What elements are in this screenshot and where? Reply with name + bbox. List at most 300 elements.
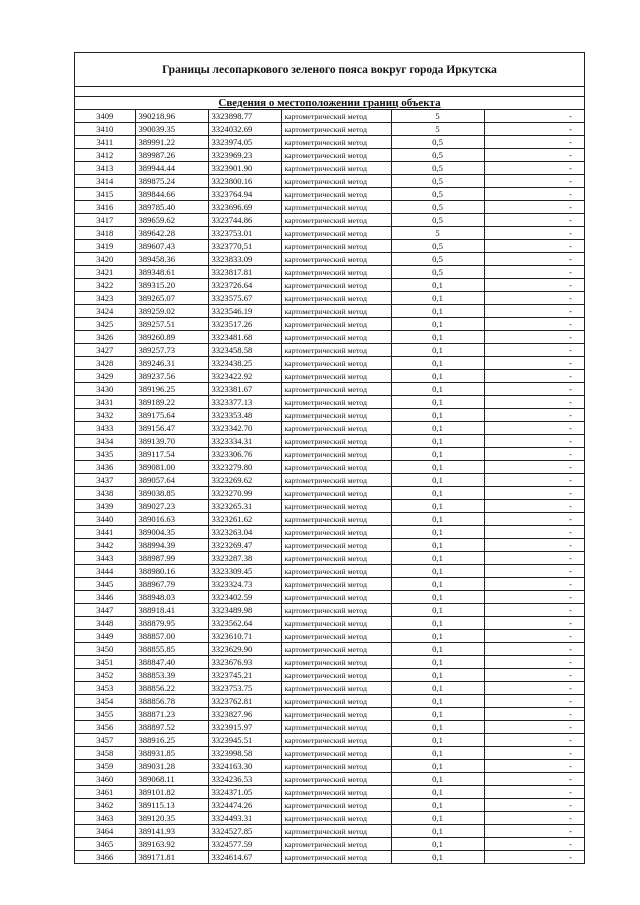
description-cell: - [484, 643, 584, 656]
point-number-cell: 3420 [75, 253, 135, 266]
y-coordinate-cell: 3324527.85 [208, 825, 281, 838]
method-cell: картометрический метод [281, 526, 391, 539]
accuracy-cell: 0,1 [391, 396, 484, 409]
method-cell: картометрический метод [281, 708, 391, 721]
accuracy-cell: 0,1 [391, 591, 484, 604]
x-coordinate-cell: 388855.85 [135, 643, 208, 656]
method-cell: картометрический метод [281, 175, 391, 188]
description-cell: - [484, 201, 584, 214]
table-row [75, 760, 584, 773]
table-row [75, 773, 584, 786]
accuracy-cell: 0,1 [391, 383, 484, 396]
table-row [75, 539, 584, 552]
x-coordinate-cell: 388871.23 [135, 708, 208, 721]
accuracy-cell: 0,1 [391, 773, 484, 786]
table-row [75, 357, 584, 370]
x-coordinate-cell: 389257.73 [135, 344, 208, 357]
point-number-cell: 3434 [75, 435, 135, 448]
table-row [75, 851, 584, 864]
method-cell: картометрический метод [281, 669, 391, 682]
x-coordinate-cell: 390218.96 [135, 110, 208, 123]
table-row [75, 305, 584, 318]
table-row [75, 747, 584, 760]
accuracy-cell: 0,1 [391, 851, 484, 864]
table-row [75, 721, 584, 734]
point-number-cell: 3457 [75, 734, 135, 747]
method-cell: картометрический метод [281, 214, 391, 227]
description-cell: - [484, 292, 584, 305]
x-coordinate-cell: 389016.63 [135, 513, 208, 526]
point-number-cell: 3437 [75, 474, 135, 487]
y-coordinate-cell: 3324163.30 [208, 760, 281, 773]
description-cell: - [484, 838, 584, 851]
method-cell: картометрический метод [281, 591, 391, 604]
x-coordinate-cell: 389875.24 [135, 175, 208, 188]
point-number-cell: 3435 [75, 448, 135, 461]
description-cell: - [484, 578, 584, 591]
y-coordinate-cell: 3323269.62 [208, 474, 281, 487]
description-cell: - [484, 253, 584, 266]
description-cell: - [484, 240, 584, 253]
x-coordinate-cell: 388897.52 [135, 721, 208, 734]
accuracy-cell: 0,1 [391, 292, 484, 305]
x-coordinate-cell: 389004.35 [135, 526, 208, 539]
accuracy-cell: 0,1 [391, 643, 484, 656]
accuracy-cell: 0,1 [391, 279, 484, 292]
method-cell: картометрический метод [281, 825, 391, 838]
x-coordinate-cell: 389246.31 [135, 357, 208, 370]
method-cell: картометрический метод [281, 305, 391, 318]
x-coordinate-cell: 388948.03 [135, 591, 208, 604]
method-cell: картометрический метод [281, 474, 391, 487]
y-coordinate-cell: 3323696.69 [208, 201, 281, 214]
y-coordinate-cell: 3323546.19 [208, 305, 281, 318]
method-cell: картометрический метод [281, 136, 391, 149]
accuracy-cell: 0,5 [391, 188, 484, 201]
description-cell: - [484, 175, 584, 188]
y-coordinate-cell: 3323422.92 [208, 370, 281, 383]
point-number-cell: 3426 [75, 331, 135, 344]
method-cell: картометрический метод [281, 604, 391, 617]
y-coordinate-cell: 3324493.31 [208, 812, 281, 825]
table-row [75, 214, 584, 227]
method-cell: картометрический метод [281, 786, 391, 799]
description-cell: - [484, 604, 584, 617]
y-coordinate-cell: 3323610.71 [208, 630, 281, 643]
accuracy-cell: 0,1 [391, 435, 484, 448]
accuracy-cell: 5 [391, 123, 484, 136]
accuracy-cell: 0,1 [391, 578, 484, 591]
point-number-cell: 3450 [75, 643, 135, 656]
method-cell: картометрический метод [281, 539, 391, 552]
y-coordinate-cell: 3323676.93 [208, 656, 281, 669]
y-coordinate-cell: 3323261.62 [208, 513, 281, 526]
description-cell: - [484, 630, 584, 643]
description-cell: - [484, 227, 584, 240]
description-cell: - [484, 669, 584, 682]
table-row [75, 838, 584, 851]
method-cell: картометрический метод [281, 643, 391, 656]
table-row [75, 435, 584, 448]
description-cell: - [484, 812, 584, 825]
table-row [75, 825, 584, 838]
x-coordinate-cell: 389068.11 [135, 773, 208, 786]
table-row [75, 643, 584, 656]
y-coordinate-cell: 3323481.68 [208, 331, 281, 344]
description-cell: - [484, 370, 584, 383]
y-coordinate-cell: 3323438.25 [208, 357, 281, 370]
x-coordinate-cell: 388916.25 [135, 734, 208, 747]
method-cell: картометрический метод [281, 721, 391, 734]
method-cell: картометрический метод [281, 487, 391, 500]
table-row [75, 656, 584, 669]
x-coordinate-cell: 389156.47 [135, 422, 208, 435]
method-cell: картометрический метод [281, 513, 391, 526]
table-row [75, 513, 584, 526]
y-coordinate-cell: 3323945.51 [208, 734, 281, 747]
table-row [75, 552, 584, 565]
y-coordinate-cell: 3323377.13 [208, 396, 281, 409]
method-cell: картометрический метод [281, 110, 391, 123]
description-cell: - [484, 331, 584, 344]
method-cell: картометрический метод [281, 370, 391, 383]
point-number-cell: 3461 [75, 786, 135, 799]
point-number-cell: 3429 [75, 370, 135, 383]
y-coordinate-cell: 3323263.04 [208, 526, 281, 539]
description-cell: - [484, 435, 584, 448]
point-number-cell: 3433 [75, 422, 135, 435]
table-row [75, 110, 584, 123]
description-cell: - [484, 474, 584, 487]
description-cell: - [484, 851, 584, 864]
point-number-cell: 3431 [75, 396, 135, 409]
point-number-cell: 3458 [75, 747, 135, 760]
table-row [75, 526, 584, 539]
table-row [75, 279, 584, 292]
y-coordinate-cell: 3323753.01 [208, 227, 281, 240]
point-number-cell: 3440 [75, 513, 135, 526]
y-coordinate-cell: 3323575.67 [208, 292, 281, 305]
table-row [75, 734, 584, 747]
point-number-cell: 3417 [75, 214, 135, 227]
y-coordinate-cell: 3323324.73 [208, 578, 281, 591]
point-number-cell: 3466 [75, 851, 135, 864]
accuracy-cell: 0,1 [391, 669, 484, 682]
table-row [75, 422, 584, 435]
point-number-cell: 3460 [75, 773, 135, 786]
y-coordinate-cell: 3324577.59 [208, 838, 281, 851]
point-number-cell: 3446 [75, 591, 135, 604]
point-number-cell: 3413 [75, 162, 135, 175]
accuracy-cell: 0,1 [391, 526, 484, 539]
method-cell: картометрический метод [281, 799, 391, 812]
method-cell: картометрический метод [281, 695, 391, 708]
method-cell: картометрический метод [281, 188, 391, 201]
table-row [75, 123, 584, 136]
table-row [75, 175, 584, 188]
method-cell: картометрический метод [281, 279, 391, 292]
y-coordinate-cell: 3323915.97 [208, 721, 281, 734]
x-coordinate-cell: 389260.89 [135, 331, 208, 344]
x-coordinate-cell: 389348.61 [135, 266, 208, 279]
description-cell: - [484, 500, 584, 513]
table-row [75, 188, 584, 201]
accuracy-cell: 0,1 [391, 760, 484, 773]
point-number-cell: 3454 [75, 695, 135, 708]
description-cell: - [484, 786, 584, 799]
table-row [75, 604, 584, 617]
table-row [75, 396, 584, 409]
table-row [75, 292, 584, 305]
description-cell: - [484, 734, 584, 747]
table-row [75, 266, 584, 279]
x-coordinate-cell: 388918.41 [135, 604, 208, 617]
x-coordinate-cell: 388931.85 [135, 747, 208, 760]
accuracy-cell: 0,1 [391, 409, 484, 422]
y-coordinate-cell: 3323800.16 [208, 175, 281, 188]
accuracy-cell: 0,1 [391, 838, 484, 851]
x-coordinate-cell: 389458.36 [135, 253, 208, 266]
y-coordinate-cell: 3323270.99 [208, 487, 281, 500]
method-cell: картометрический метод [281, 578, 391, 591]
accuracy-cell: 0,1 [391, 318, 484, 331]
y-coordinate-cell: 3323381.67 [208, 383, 281, 396]
x-coordinate-cell: 389944.44 [135, 162, 208, 175]
method-cell: картометрический метод [281, 448, 391, 461]
table-row [75, 409, 584, 422]
point-number-cell: 3442 [75, 539, 135, 552]
table-row [75, 318, 584, 331]
x-coordinate-cell: 389120.35 [135, 812, 208, 825]
y-coordinate-cell: 3323998.58 [208, 747, 281, 760]
table-row [75, 630, 584, 643]
description-cell: - [484, 526, 584, 539]
point-number-cell: 3436 [75, 461, 135, 474]
method-cell: картометрический метод [281, 292, 391, 305]
accuracy-cell: 0,1 [391, 552, 484, 565]
accuracy-cell: 0,1 [391, 656, 484, 669]
method-cell: картометрический метод [281, 747, 391, 760]
table-row [75, 201, 584, 214]
table-row [75, 812, 584, 825]
x-coordinate-cell: 389785.40 [135, 201, 208, 214]
y-coordinate-cell: 3323744.86 [208, 214, 281, 227]
description-cell: - [484, 136, 584, 149]
accuracy-cell: 0,5 [391, 175, 484, 188]
y-coordinate-cell: 3323726.64 [208, 279, 281, 292]
accuracy-cell: 0,5 [391, 136, 484, 149]
x-coordinate-cell: 388980.16 [135, 565, 208, 578]
x-coordinate-cell: 389163.92 [135, 838, 208, 851]
method-cell: картометрический метод [281, 838, 391, 851]
y-coordinate-cell: 3323764.94 [208, 188, 281, 201]
x-coordinate-cell: 388853.39 [135, 669, 208, 682]
x-coordinate-cell: 389057.64 [135, 474, 208, 487]
y-coordinate-cell: 3323898.77 [208, 110, 281, 123]
point-number-cell: 3414 [75, 175, 135, 188]
accuracy-cell: 0,5 [391, 214, 484, 227]
accuracy-cell: 0,1 [391, 474, 484, 487]
accuracy-cell: 0,1 [391, 747, 484, 760]
method-cell: картометрический метод [281, 227, 391, 240]
x-coordinate-cell: 389031.28 [135, 760, 208, 773]
method-cell: картометрический метод [281, 318, 391, 331]
point-number-cell: 3455 [75, 708, 135, 721]
y-coordinate-cell: 3323969.23 [208, 149, 281, 162]
x-coordinate-cell: 390039.35 [135, 123, 208, 136]
method-cell: картометрический метод [281, 461, 391, 474]
description-cell: - [484, 318, 584, 331]
table-row [75, 149, 584, 162]
description-cell: - [484, 422, 584, 435]
table-row [75, 344, 584, 357]
table-row [75, 136, 584, 149]
description-cell: - [484, 591, 584, 604]
y-coordinate-cell: 3323309.45 [208, 565, 281, 578]
accuracy-cell: 0,1 [391, 331, 484, 344]
x-coordinate-cell: 389115.13 [135, 799, 208, 812]
spacer-row [75, 87, 584, 97]
y-coordinate-cell: 3323279.80 [208, 461, 281, 474]
document-frame [74, 52, 585, 864]
description-cell: - [484, 396, 584, 409]
method-cell: картометрический метод [281, 422, 391, 435]
table-row [75, 669, 584, 682]
method-cell: картометрический метод [281, 383, 391, 396]
method-cell: картометрический метод [281, 760, 391, 773]
x-coordinate-cell: 389117.54 [135, 448, 208, 461]
description-cell: - [484, 409, 584, 422]
x-coordinate-cell: 388994.39 [135, 539, 208, 552]
method-cell: картометрический метод [281, 240, 391, 253]
y-coordinate-cell: 3323745.21 [208, 669, 281, 682]
y-coordinate-cell: 3323342.70 [208, 422, 281, 435]
y-coordinate-cell: 3324614.67 [208, 851, 281, 864]
accuracy-cell: 0,1 [391, 799, 484, 812]
x-coordinate-cell: 389607.43 [135, 240, 208, 253]
accuracy-cell: 0,1 [391, 825, 484, 838]
point-number-cell: 3456 [75, 721, 135, 734]
point-number-cell: 3444 [75, 565, 135, 578]
x-coordinate-cell: 388856.78 [135, 695, 208, 708]
description-cell: - [484, 123, 584, 136]
table-row [75, 383, 584, 396]
method-cell: картометрический метод [281, 266, 391, 279]
point-number-cell: 3411 [75, 136, 135, 149]
method-cell: картометрический метод [281, 149, 391, 162]
x-coordinate-cell: 388847.40 [135, 656, 208, 669]
accuracy-cell: 0,1 [391, 708, 484, 721]
method-cell: картометрический метод [281, 409, 391, 422]
y-coordinate-cell: 3323265.31 [208, 500, 281, 513]
point-number-cell: 3421 [75, 266, 135, 279]
table-row [75, 461, 584, 474]
x-coordinate-cell: 389987.26 [135, 149, 208, 162]
description-cell: - [484, 552, 584, 565]
point-number-cell: 3443 [75, 552, 135, 565]
point-number-cell: 3427 [75, 344, 135, 357]
x-coordinate-cell: 389265.07 [135, 292, 208, 305]
description-cell: - [484, 383, 584, 396]
description-cell: - [484, 344, 584, 357]
y-coordinate-cell: 3324032.69 [208, 123, 281, 136]
description-cell: - [484, 513, 584, 526]
accuracy-cell: 0,1 [391, 513, 484, 526]
point-number-cell: 3452 [75, 669, 135, 682]
section-subtitle: Сведения о местоположении границ объекта [75, 97, 584, 110]
description-cell: - [484, 487, 584, 500]
method-cell: картометрический метод [281, 617, 391, 630]
point-number-cell: 3409 [75, 110, 135, 123]
method-cell: картометрический метод [281, 253, 391, 266]
y-coordinate-cell: 3323753.75 [208, 682, 281, 695]
accuracy-cell: 0,1 [391, 565, 484, 578]
description-cell: - [484, 357, 584, 370]
description-cell: - [484, 162, 584, 175]
x-coordinate-cell: 388856.22 [135, 682, 208, 695]
point-number-cell: 3439 [75, 500, 135, 513]
method-cell: картометрический метод [281, 500, 391, 513]
description-cell: - [484, 617, 584, 630]
accuracy-cell: 0,1 [391, 461, 484, 474]
table-row [75, 331, 584, 344]
accuracy-cell: 0,1 [391, 630, 484, 643]
x-coordinate-cell: 389101.82 [135, 786, 208, 799]
method-cell: картометрический метод [281, 357, 391, 370]
x-coordinate-cell: 388879.95 [135, 617, 208, 630]
description-cell: - [484, 708, 584, 721]
accuracy-cell: 0,1 [391, 786, 484, 799]
table-row [75, 474, 584, 487]
point-number-cell: 3416 [75, 201, 135, 214]
accuracy-cell: 0,1 [391, 539, 484, 552]
method-cell: картометрический метод [281, 552, 391, 565]
y-coordinate-cell: 3324371.05 [208, 786, 281, 799]
description-cell: - [484, 266, 584, 279]
coordinates-table [75, 110, 584, 863]
accuracy-cell: 0,1 [391, 344, 484, 357]
y-coordinate-cell: 3323833.09 [208, 253, 281, 266]
accuracy-cell: 0,5 [391, 162, 484, 175]
point-number-cell: 3424 [75, 305, 135, 318]
table-row [75, 240, 584, 253]
point-number-cell: 3449 [75, 630, 135, 643]
description-cell: - [484, 825, 584, 838]
y-coordinate-cell: 3323817.81 [208, 266, 281, 279]
accuracy-cell: 0,1 [391, 682, 484, 695]
table-row [75, 786, 584, 799]
point-number-cell: 3451 [75, 656, 135, 669]
method-cell: картометрический метод [281, 851, 391, 864]
description-cell: - [484, 565, 584, 578]
method-cell: картометрический метод [281, 201, 391, 214]
table-row [75, 370, 584, 383]
x-coordinate-cell: 389315.20 [135, 279, 208, 292]
description-cell: - [484, 760, 584, 773]
y-coordinate-cell: 3323269.47 [208, 539, 281, 552]
x-coordinate-cell: 389175.64 [135, 409, 208, 422]
table-row [75, 227, 584, 240]
table-row [75, 695, 584, 708]
description-cell: - [484, 682, 584, 695]
y-coordinate-cell: 3323762.81 [208, 695, 281, 708]
table-row [75, 617, 584, 630]
point-number-cell: 3445 [75, 578, 135, 591]
accuracy-cell: 0,1 [391, 305, 484, 318]
description-cell: - [484, 539, 584, 552]
x-coordinate-cell: 389844.66 [135, 188, 208, 201]
table-row [75, 162, 584, 175]
